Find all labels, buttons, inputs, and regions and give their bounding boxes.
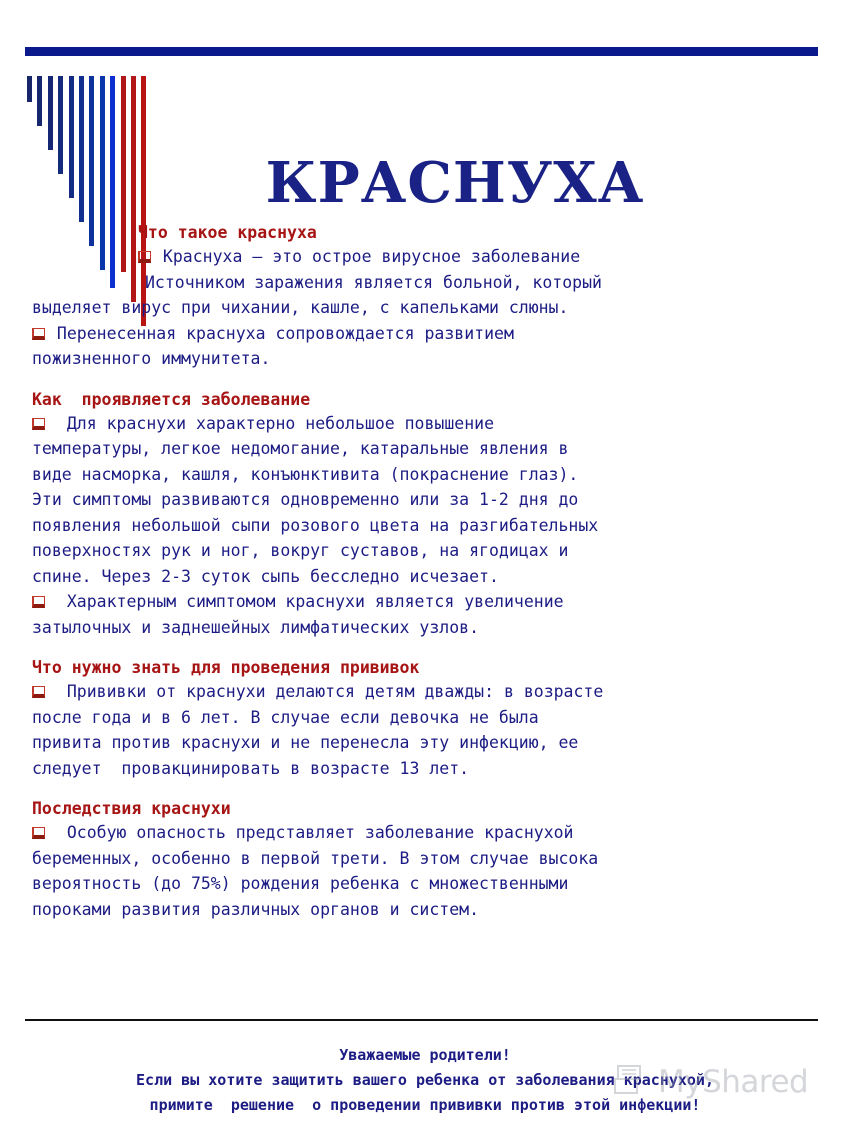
text-line: спине. Через 2-3 суток сыпь бесследно исчезает. bbox=[32, 566, 499, 586]
text-line: Источником заражения является больной, который bbox=[145, 272, 602, 292]
section-how-it-manifests bbox=[0, 389, 850, 641]
poster-content bbox=[0, 222, 850, 922]
top-decorative-rule bbox=[25, 47, 818, 56]
bullet-square-icon bbox=[32, 827, 45, 839]
text-line: Краснуха – это острое вирусное заболевание bbox=[138, 244, 850, 270]
text-line: пороками развития различных органов и систем. bbox=[32, 899, 480, 919]
bullet-square-icon bbox=[32, 418, 45, 430]
text-line: Особую опасность представляет заболевание краснухой bbox=[32, 820, 850, 846]
paragraph bbox=[0, 411, 850, 590]
deco-bar bbox=[48, 76, 53, 150]
bullet-square-icon bbox=[138, 251, 151, 263]
text-line: выделяет вирус при чихании, кашле, с капельками слюны. bbox=[32, 298, 569, 317]
paragraph bbox=[0, 244, 850, 270]
section-what-is-rubella bbox=[0, 222, 850, 372]
footer-line: примите решение о проведении прививки против этой инфекции! bbox=[149, 1096, 701, 1114]
text-line: появления небольшой сыпи розового цвета на разгибательных bbox=[32, 515, 599, 535]
text-line: затылочных и заднешейных лимфатических узлов. bbox=[32, 617, 480, 637]
bullet-square-icon bbox=[32, 328, 45, 340]
section-vaccination-info bbox=[0, 657, 850, 781]
bullet-square-icon bbox=[32, 686, 45, 698]
footer-line: Уважаемые родители! bbox=[339, 1046, 511, 1064]
watermark-text: MyShared bbox=[658, 1064, 809, 1100]
footer-divider bbox=[25, 1019, 818, 1021]
text-line: Характерным симптомом краснухи является увеличение bbox=[32, 589, 850, 615]
section-heading: Последствия краснухи bbox=[32, 799, 231, 818]
section-heading: Что нужно знать для проведения прививок bbox=[32, 658, 420, 677]
paragraph bbox=[0, 295, 850, 321]
paragraph bbox=[0, 589, 850, 640]
text-line: Для краснухи характерно небольшое повышение bbox=[32, 411, 850, 437]
section-heading: Что такое краснуха bbox=[138, 223, 317, 242]
bullet-square-icon bbox=[32, 596, 45, 608]
section-heading: Как проявляется заболевание bbox=[32, 389, 311, 409]
text-line: следует провакцинировать в возрасте 13 лет. bbox=[32, 758, 470, 778]
deco-bar bbox=[27, 76, 32, 102]
text-line: Прививки от краснухи делаются детям дважды: в возрасте bbox=[32, 679, 850, 705]
page-title: КРАСНУХА bbox=[265, 149, 645, 216]
text-line: поверхностях рук и ног, вокруг суставов, на ягодицах и bbox=[32, 541, 569, 560]
text-line: пожизненного иммунитета. bbox=[32, 349, 271, 368]
footer-line: Если вы хотите защитить вашего ребенка от заболевания краснухой, bbox=[136, 1071, 714, 1089]
text-line: после года и в 6 лет. В случае если девочка не была bbox=[32, 707, 539, 727]
text-line: Эти симптомы развиваются одновременно или за 1-2 дня до bbox=[32, 490, 579, 509]
text-line: Перенесенная краснуха сопровождается развитием bbox=[32, 321, 850, 347]
paragraph bbox=[0, 321, 850, 372]
paragraph bbox=[0, 679, 850, 781]
paragraph bbox=[0, 270, 850, 296]
text-line: температуры, легкое недомогание, катаральные явления в bbox=[32, 439, 569, 458]
text-line: вероятность (до 75%) рождения ребенка с множественными bbox=[32, 874, 569, 893]
text-line: виде насморка, кашля, конъюнктивита (покраснение глаз). bbox=[32, 464, 579, 484]
paragraph bbox=[0, 820, 850, 922]
deco-bar bbox=[37, 76, 42, 126]
text-line: беременных, особенно в первой трети. В этом случае высока bbox=[32, 848, 599, 868]
section-consequences bbox=[0, 798, 850, 922]
footer-appeal bbox=[0, 1043, 850, 1118]
text-line: привита против краснухи и не перенесла эту инфекцию, ее bbox=[32, 733, 579, 752]
